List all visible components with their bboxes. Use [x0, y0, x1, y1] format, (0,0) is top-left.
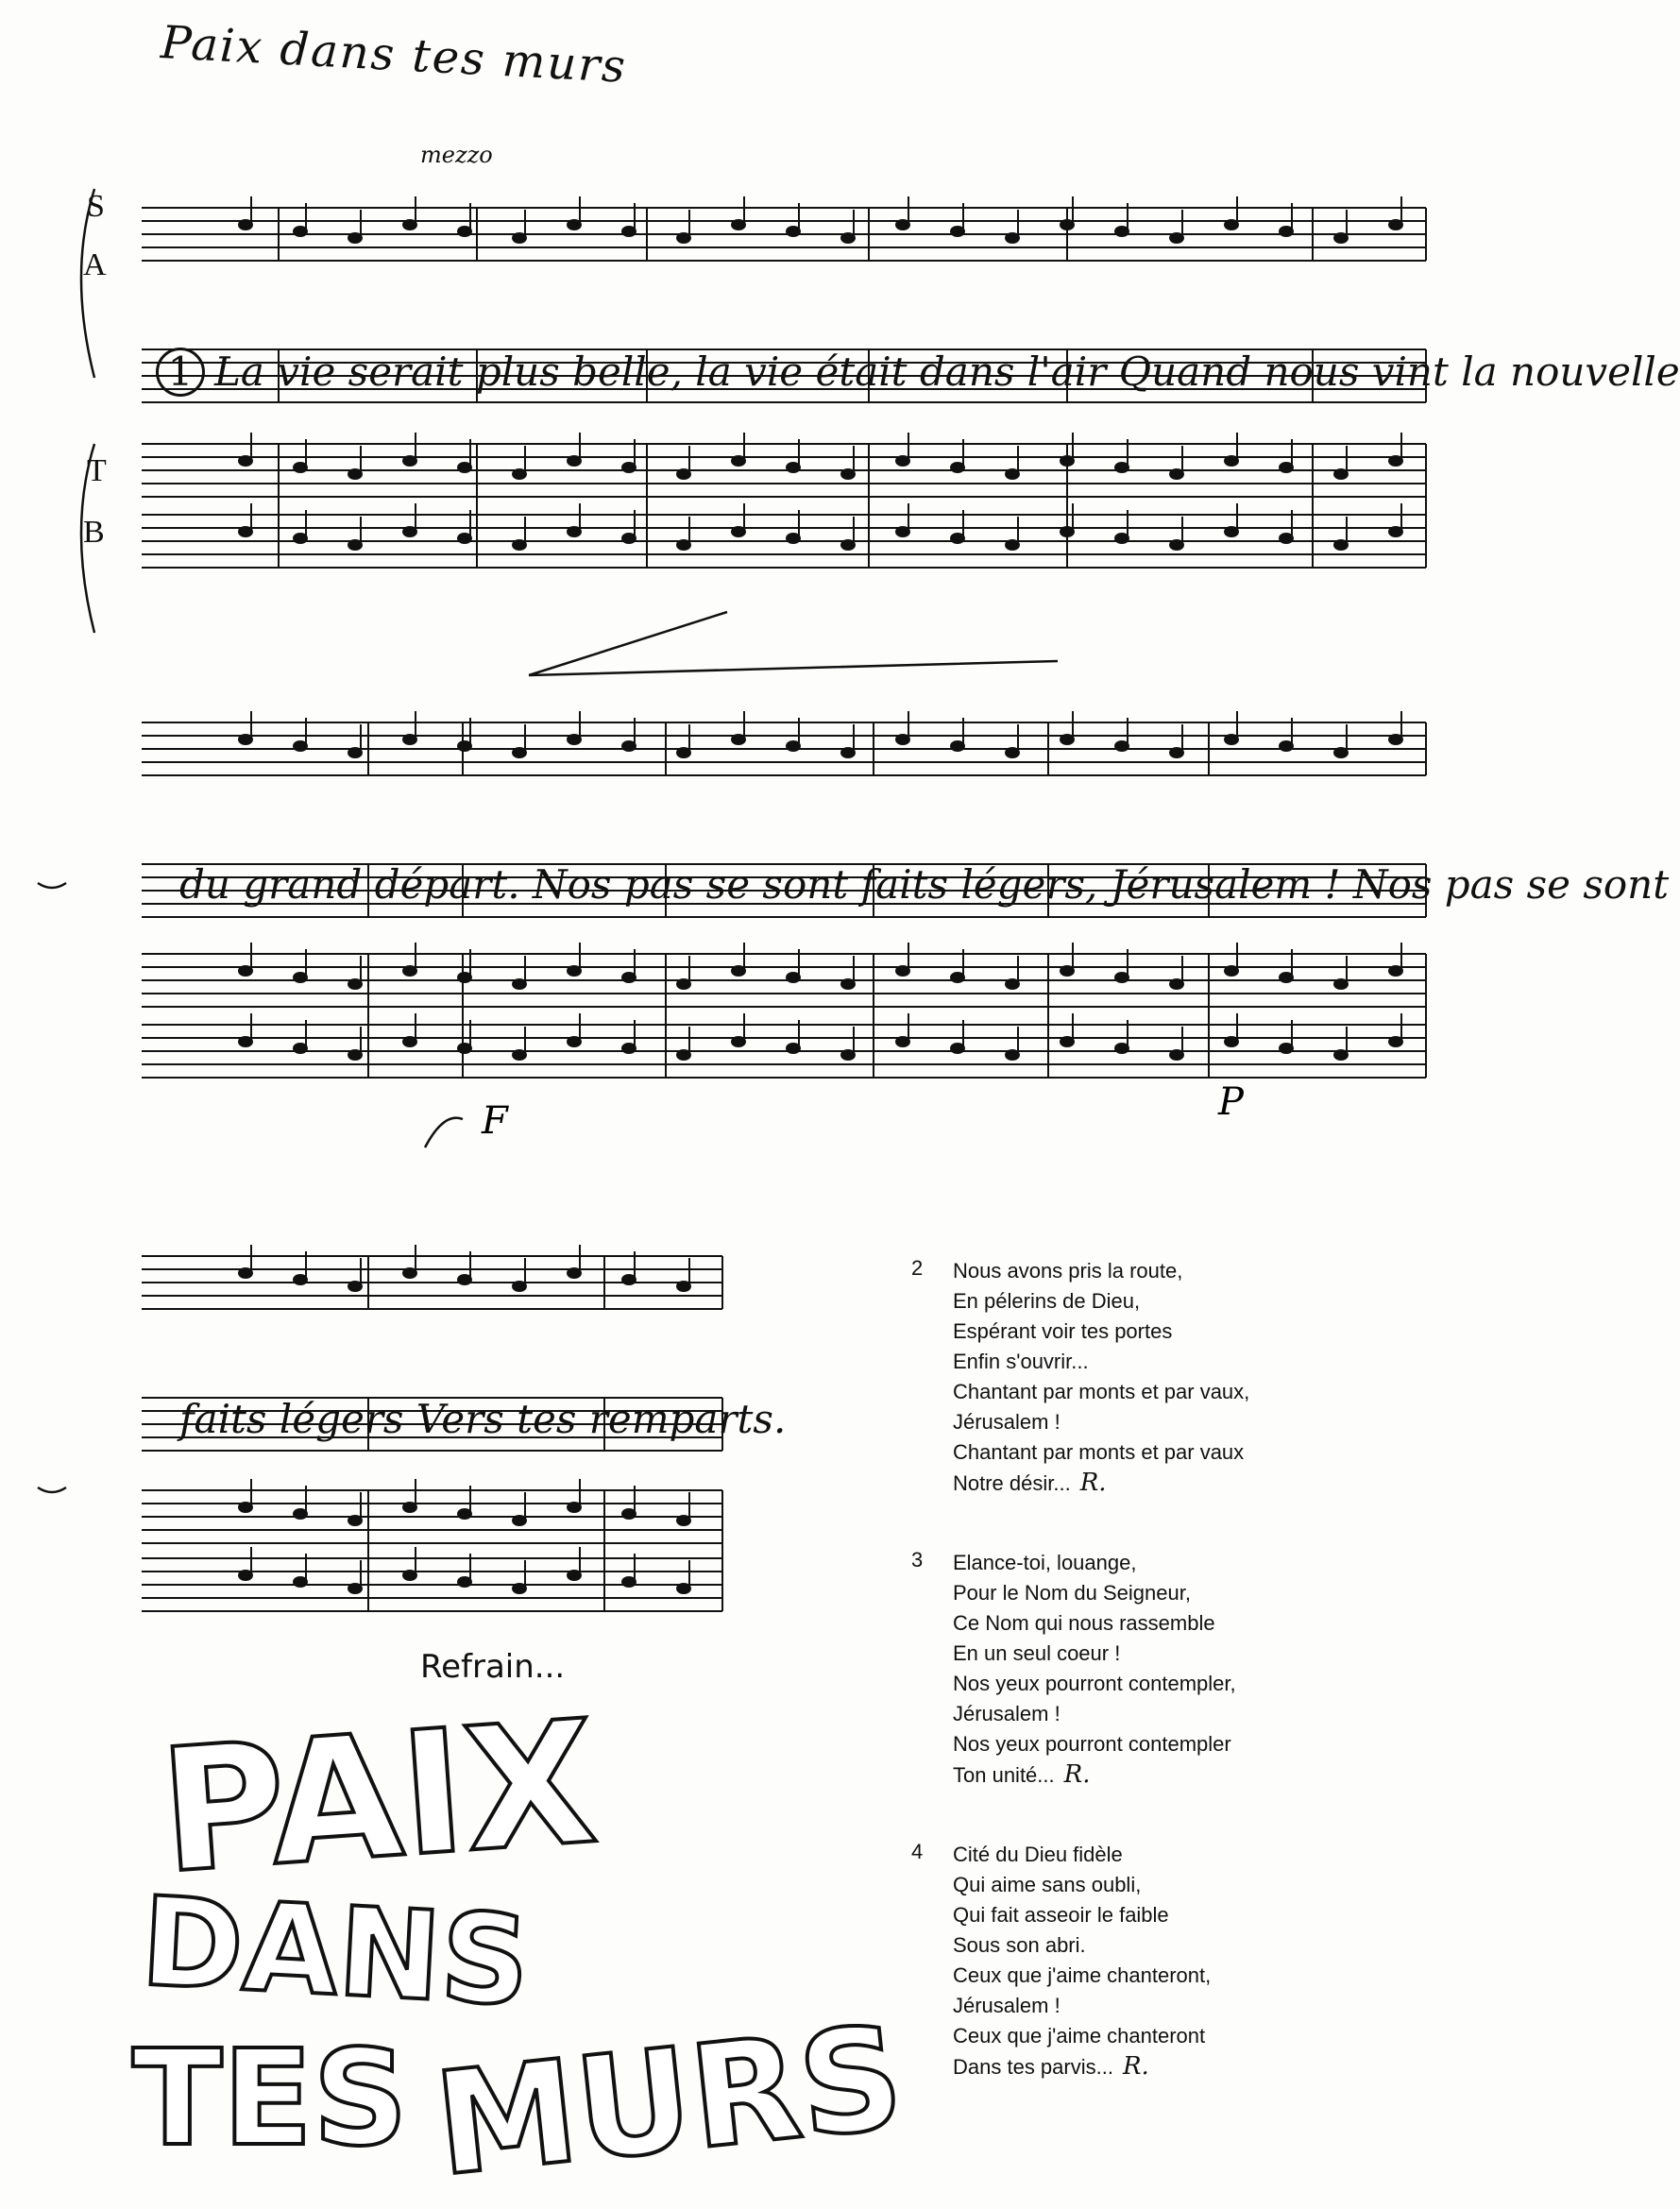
note-head: [348, 1282, 362, 1291]
note-head: [677, 1050, 690, 1060]
note-head: [1225, 527, 1238, 536]
logo-word-tes: TES: [132, 2022, 408, 2176]
logo-word-dans: DANS: [138, 1869, 534, 2033]
note-head: [1115, 1044, 1128, 1053]
note-head: [1225, 735, 1238, 744]
note-head: [513, 979, 526, 989]
note-head: [1061, 220, 1074, 229]
note-head: [622, 1509, 636, 1519]
note-head: [239, 735, 252, 744]
refrain-mark: R.: [1122, 2052, 1149, 2081]
part-label-b: B: [83, 515, 105, 550]
note-head: [896, 220, 909, 229]
verse-line: Nous avons pris la route,: [953, 1259, 1183, 1283]
note-head: [622, 227, 636, 236]
note-head: [787, 534, 800, 543]
note-head: [732, 220, 745, 229]
note-head: [568, 220, 581, 229]
part-label-a: A: [83, 247, 107, 282]
note-head: [348, 748, 362, 757]
note-head: [677, 469, 690, 479]
verse-line: Enfin s'ouvrir...: [953, 1350, 1089, 1373]
verse-line: Pour le Nom du Seigneur,: [953, 1581, 1191, 1605]
verse-line: En un seul coeur !: [953, 1641, 1121, 1665]
verse-number-circle: 1: [156, 348, 205, 397]
note-head: [294, 1509, 307, 1519]
verse-2: [911, 1256, 1516, 1499]
note-head: [294, 973, 307, 982]
note-head: [458, 1044, 471, 1053]
note-head: [951, 227, 964, 236]
verse-number: 4: [911, 1840, 924, 1863]
note-head: [1115, 741, 1128, 751]
note-head: [677, 1282, 690, 1291]
note-head: [1061, 1037, 1074, 1046]
note-head: [403, 527, 416, 536]
verse-line: Elance-toi, louange,: [953, 1551, 1137, 1574]
note-head: [841, 233, 855, 243]
note-head: [622, 741, 636, 751]
verse-line: Ton unité... R.: [953, 1760, 1091, 1789]
note-head: [1115, 463, 1128, 472]
note-head: [348, 233, 362, 243]
note-head: [787, 973, 800, 982]
note-head: [458, 463, 471, 472]
note-head: [513, 540, 526, 550]
verse-line: Chantant par monts et par vaux: [953, 1440, 1245, 1464]
verse-line: Qui fait asseoir le faible: [953, 1903, 1169, 1927]
part-label-s: S: [87, 189, 105, 224]
note-head: [294, 741, 307, 751]
note-head: [1006, 469, 1019, 479]
note-head: [1006, 979, 1019, 989]
verse-line: Ceux que j'aime chanteront: [953, 2024, 1206, 2048]
verse-line: Jérusalem !: [953, 1702, 1061, 1725]
note-head: [951, 973, 964, 982]
note-head: [294, 463, 307, 472]
note-head: [1389, 456, 1402, 466]
note-head: [458, 227, 471, 236]
note-head: [513, 1516, 526, 1525]
note-head: [403, 1571, 416, 1580]
note-head: [951, 1044, 964, 1053]
note-head: [458, 1577, 471, 1587]
note-head: [1334, 233, 1348, 243]
note-head: [787, 1044, 800, 1053]
note-head: [732, 735, 745, 744]
note-head: [568, 966, 581, 976]
verse-line: Ce Nom qui nous rassemble: [953, 1611, 1215, 1635]
note-head: [732, 527, 745, 536]
verse-line: Sous son abri.: [953, 1933, 1086, 1957]
note-head: [677, 748, 690, 757]
verse-line: En pélerins de Dieu,: [953, 1289, 1141, 1313]
note-head: [677, 1516, 690, 1525]
note-head: [677, 233, 690, 243]
note-head: [513, 748, 526, 757]
note-head: [294, 227, 307, 236]
note-head: [951, 463, 964, 472]
logo-word-murs: MURS: [428, 1996, 910, 2208]
note-head: [1006, 540, 1019, 550]
note-head: [239, 1268, 252, 1278]
logo: [123, 1684, 910, 2208]
note-head: [568, 735, 581, 744]
note-head: [1280, 463, 1293, 472]
note-head: [294, 1577, 307, 1587]
logo-word-paix: PAIX: [154, 1684, 602, 1912]
note-head: [239, 1503, 252, 1512]
note-head: [239, 1571, 252, 1580]
page-title: Paix dans tes murs: [159, 16, 629, 93]
note-head: [348, 540, 362, 550]
verse-line: Dans tes parvis... R.: [953, 2052, 1149, 2081]
note-head: [348, 979, 362, 989]
note-head: [239, 220, 252, 229]
refrain-mark: R.: [1079, 1469, 1107, 1497]
note-head: [896, 527, 909, 536]
note-head: [1006, 748, 1019, 757]
note-head: [1280, 741, 1293, 751]
note-head: [896, 1037, 909, 1046]
note-head: [1006, 1050, 1019, 1060]
note-head: [732, 456, 745, 466]
verse-number: 2: [911, 1256, 924, 1280]
forte-marking: F: [482, 1099, 508, 1143]
note-head: [513, 1584, 526, 1593]
mezzo-marking: mezzo: [420, 142, 493, 168]
note-head: [1334, 469, 1348, 479]
note-head: [403, 1268, 416, 1278]
verse-line: Nos yeux pourront contempler: [953, 1732, 1231, 1756]
note-head: [458, 741, 471, 751]
note-head: [513, 1282, 526, 1291]
refrain-label: Refrain...: [420, 1648, 566, 1686]
lyrics-line-2: du grand départ. Nos pas se sont faits légers, Jérusalem ! Nos pas se sont: [179, 861, 1670, 908]
note-head: [239, 527, 252, 536]
note-head: [841, 469, 855, 479]
note-head: [239, 456, 252, 466]
note-head: [1061, 735, 1074, 744]
verse-line: Jérusalem !: [953, 1994, 1061, 2017]
note-head: [568, 1268, 581, 1278]
verse-4: [911, 1840, 1516, 2082]
note-head: [951, 741, 964, 751]
note-head: [622, 973, 636, 982]
note-head: [622, 1044, 636, 1053]
note-head: [1225, 220, 1238, 229]
note-head: [1170, 540, 1183, 550]
note-head: [1170, 233, 1183, 243]
verse-line: Nos yeux pourront contempler,: [953, 1672, 1236, 1695]
piano-marking: P: [1218, 1080, 1244, 1124]
note-head: [732, 966, 745, 976]
note-head: [622, 1577, 636, 1587]
note-head: [239, 1037, 252, 1046]
note-head: [677, 540, 690, 550]
note-head: [513, 1050, 526, 1060]
note-head: [732, 1037, 745, 1046]
verse-line: Chantant par monts et par vaux,: [953, 1380, 1250, 1403]
verse-line: Ceux que j'aime chanteront,: [953, 1963, 1212, 1987]
note-head: [1115, 227, 1128, 236]
lyrics-line-1: [156, 348, 1680, 397]
note-head: [294, 1044, 307, 1053]
note-head: [1389, 220, 1402, 229]
note-head: [841, 1050, 855, 1060]
note-head: [239, 966, 252, 976]
part-label-t: T: [87, 453, 107, 488]
note-head: [1389, 527, 1402, 536]
verse-3: [911, 1548, 1516, 1791]
note-head: [896, 456, 909, 466]
note-head: [1225, 456, 1238, 466]
note-head: [1170, 979, 1183, 989]
note-head: [568, 1037, 581, 1046]
note-head: [951, 534, 964, 543]
verse-line: Espérant voir tes portes: [953, 1319, 1173, 1343]
verse-number: 3: [911, 1548, 924, 1572]
note-head: [841, 748, 855, 757]
lyrics-line-3: faits légers Vers tes remparts.: [179, 1396, 787, 1442]
note-head: [1280, 1044, 1293, 1053]
note-head: [1334, 540, 1348, 550]
note-head: [1061, 456, 1074, 466]
note-head: [1170, 1050, 1183, 1060]
refrain-mark: R.: [1063, 1760, 1091, 1789]
note-head: [622, 1275, 636, 1284]
note-head: [1115, 534, 1128, 543]
note-head: [841, 979, 855, 989]
note-head: [513, 233, 526, 243]
note-head: [787, 227, 800, 236]
note-head: [348, 1516, 362, 1525]
verse-line: Cité du Dieu fidèle: [953, 1843, 1123, 1866]
note-head: [568, 1503, 581, 1512]
note-head: [787, 741, 800, 751]
note-head: [1389, 966, 1402, 976]
note-head: [348, 1584, 362, 1593]
note-head: [1061, 527, 1074, 536]
note-head: [1115, 973, 1128, 982]
note-head: [677, 979, 690, 989]
note-head: [1389, 1037, 1402, 1046]
note-head: [896, 735, 909, 744]
note-head: [403, 220, 416, 229]
note-head: [458, 1275, 471, 1284]
note-head: [403, 1037, 416, 1046]
note-head: [1280, 973, 1293, 982]
note-head: [622, 463, 636, 472]
note-head: [568, 527, 581, 536]
note-head: [1170, 748, 1183, 757]
note-head: [1225, 1037, 1238, 1046]
note-head: [458, 534, 471, 543]
note-head: [568, 1571, 581, 1580]
lyrics-text-1: La vie serait plus belle, la vie était dans l'air Quand nous vint la nouvelle: [214, 348, 1680, 395]
note-head: [1334, 748, 1348, 757]
note-head: [403, 456, 416, 466]
note-head: [458, 973, 471, 982]
note-head: [1334, 979, 1348, 989]
note-head: [294, 1275, 307, 1284]
note-head: [348, 1050, 362, 1060]
note-head: [403, 1503, 416, 1512]
note-head: [348, 469, 362, 479]
note-head: [1225, 966, 1238, 976]
note-head: [1389, 735, 1402, 744]
note-head: [1170, 469, 1183, 479]
verse-line: Qui aime sans oubli,: [953, 1873, 1142, 1896]
note-head: [458, 1509, 471, 1519]
verse-line: Notre désir... R.: [953, 1469, 1107, 1497]
verses-block: [911, 1256, 1516, 2132]
note-head: [787, 463, 800, 472]
note-head: [677, 1584, 690, 1593]
verse-line: Jérusalem !: [953, 1410, 1061, 1434]
note-head: [1061, 966, 1074, 976]
note-head: [403, 735, 416, 744]
note-head: [568, 456, 581, 466]
note-head: [294, 534, 307, 543]
note-head: [513, 469, 526, 479]
note-head: [403, 966, 416, 976]
note-head: [1280, 227, 1293, 236]
note-head: [896, 966, 909, 976]
note-head: [841, 540, 855, 550]
note-head: [622, 534, 636, 543]
note-head: [1006, 233, 1019, 243]
note-head: [1334, 1050, 1348, 1060]
note-head: [1280, 534, 1293, 543]
